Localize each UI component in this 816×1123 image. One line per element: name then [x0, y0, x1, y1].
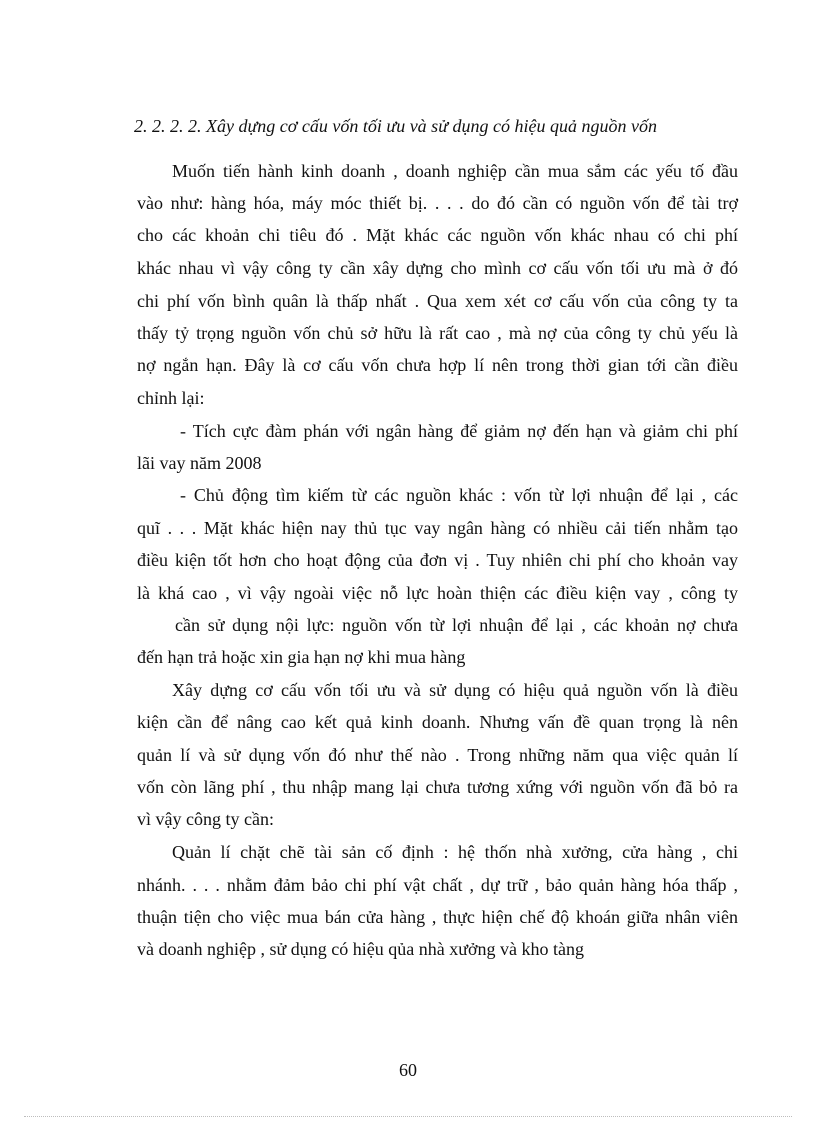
paragraph-line: - Chủ động tìm kiếm từ các nguồn khác : vốn từ lợi nhuận để lại , các	[180, 485, 738, 505]
paragraph-line: Xây dựng cơ cấu vốn tối ưu và sử dụng có hiệu quả nguồn vốn là điều	[172, 680, 738, 700]
page-bottom-divider	[24, 1116, 792, 1117]
paragraph-line: quĩ . . . Mặt khác hiện nay thủ tục vay ngân hàng có nhiều cải tiến nhằm tạo	[137, 518, 738, 538]
section-heading: 2. 2. 2. 2. Xây dựng cơ cấu vốn tối ưu và sử dụng có hiệu quả nguồn vốn	[134, 116, 657, 136]
paragraph-line: Muốn tiến hành kinh doanh , doanh nghiệp cần mua sắm các yếu tố đầu	[172, 161, 738, 181]
paragraph-line: thấy tỷ trọng nguồn vốn chủ sở hữu là rất cao , mà nợ của công ty chủ yếu là	[137, 323, 738, 343]
paragraph-line: khác nhau vì vậy công ty cần xây dựng cho mình cơ cấu vốn tối ưu mà ở đó	[137, 258, 738, 278]
paragraph-line: cho các khoản chi tiêu đó . Mặt khác các nguồn vốn khác nhau có chi phí	[137, 225, 738, 245]
paragraph-line: vốn còn lãng phí , thu nhập mang lại chưa tương xứng với nguồn vốn đã bỏ ra	[137, 777, 738, 797]
paragraph-line: vì vậy công ty cần:	[137, 809, 274, 829]
paragraph-line: - Tích cực đàm phán với ngân hàng để giảm nợ đến hạn và giảm chi phí	[180, 421, 738, 441]
paragraph-line: Quản lí chặt chẽ tài sản cố định : hệ thốn nhà xưởng, cửa hàng , chi	[172, 842, 738, 862]
paragraph-line: thuận tiện cho việc mua bán cửa hàng , thực hiện chế độ khoán giữa nhân viên	[137, 907, 738, 927]
paragraph-line: nhánh. . . . nhằm đảm bảo chi phí vật chất , dự trữ , bảo quản hàng hóa thấp ,	[137, 875, 738, 895]
paragraph-line: điều kiện tốt hơn cho hoạt động của đơn vị . Tuy nhiên chi phí cho khoản vay	[137, 550, 738, 570]
paragraph-line: chỉnh lại:	[137, 388, 205, 408]
paragraph-line: quản lí và sử dụng vốn đó như thế nào . Trong những năm qua việc quản lí	[137, 745, 738, 765]
paragraph-line: và doanh nghiệp , sử dụng có hiệu qủa nhà xưởng và kho tàng	[137, 939, 584, 959]
paragraph-line: lãi vay năm 2008	[137, 453, 262, 473]
paragraph-line: chi phí vốn bình quân là thấp nhất . Qua xem xét cơ cấu vốn của công ty ta	[137, 291, 738, 311]
paragraph-line: nợ ngắn hạn. Đây là cơ cấu vốn chưa hợp lí nên trong thời gian tới cần điều	[137, 355, 738, 375]
paragraph-line: đến hạn trả hoặc xin gia hạn nợ khi mua hàng	[137, 647, 466, 667]
paragraph-line: là khá cao , vì vậy ngoài việc nỗ lực hoàn thiện các điều kiện vay , công ty	[137, 583, 738, 603]
paragraph-line: kiện cần để nâng cao kết quả kinh doanh. Nhưng vấn đề quan trọng là nên	[137, 712, 738, 732]
page-number: 60	[399, 1060, 417, 1080]
paragraph-line: cần sử dụng nội lực: nguồn vốn từ lợi nhuận để lại , các khoản nợ chưa	[175, 615, 738, 635]
paragraph-line: vào như: hàng hóa, máy móc thiết bị. . . . do đó cần có nguồn vốn để tài trợ	[137, 193, 738, 213]
